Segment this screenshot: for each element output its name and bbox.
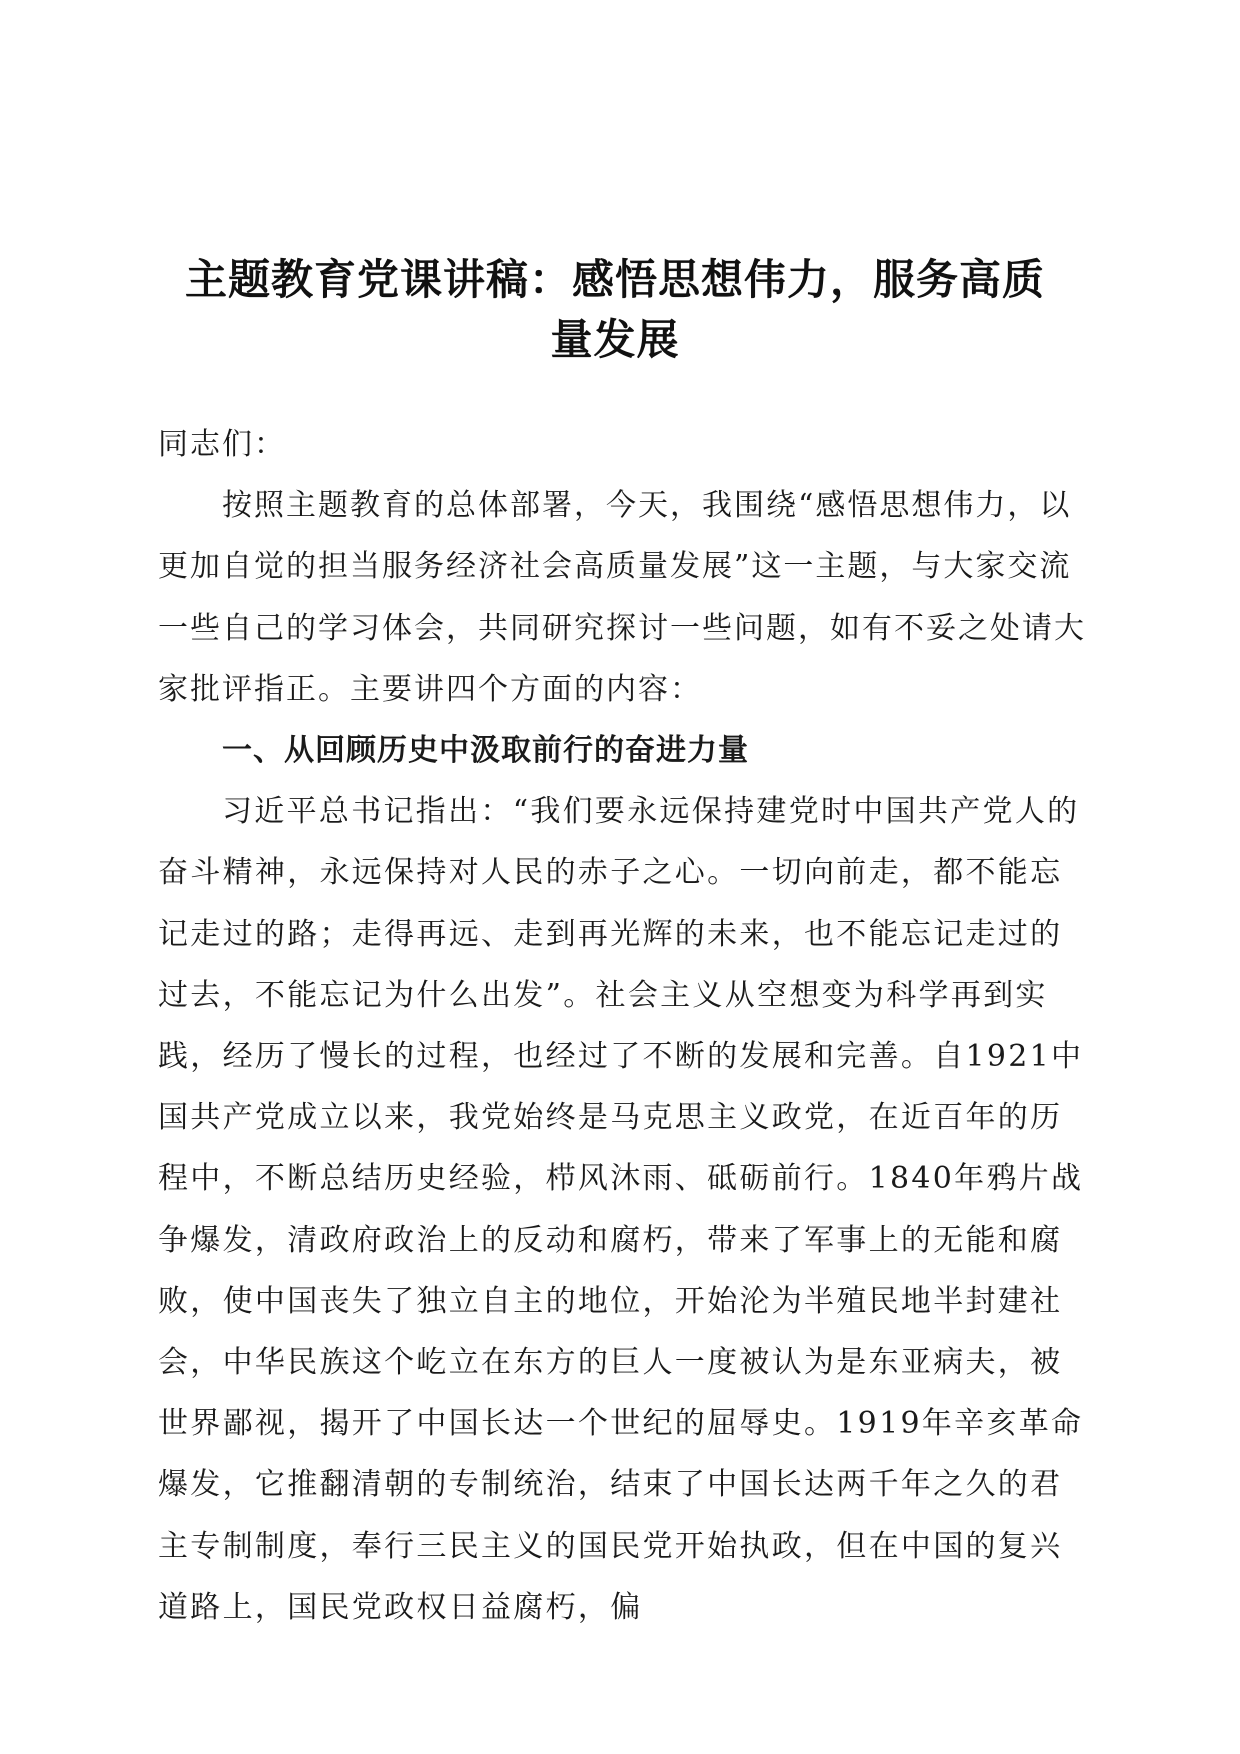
title-line-2: 量发展 bbox=[550, 315, 680, 364]
salutation: 同志们： bbox=[158, 427, 286, 462]
section-1-paragraph: 习近平总书记指出：“我们要永远保持建党时中国共产党人的奋斗精神，永远保持对人民的赤子之心。一切向前走，都不能忘记走过的路；走得再远、走到再光辉的未来，也不能忘记走过的过去，不能忘记为什么出发”。社会主义从空想变为科学再到实践，经历了慢长的过程，也经过了不断的发展和完善。自1921中国共产党成立以来，我党始终是马克思主义政党，在近百年的历程中，不断总结历史经验，栉风沐雨、砥砺前行。1840年鸦片战争爆发，清政府政治上的反动和腐朽，带来了军事上的无能和腐败，使中国丧失了独立自主的地位，开始沦为半殖民地半封建社会，中华民族这个屹立在东方的巨人一度被认为是东亚病夫，被世界鄙视，揭开了中国长达一个世纪的屈辱史。1919年辛亥革命爆发，它推翻清朝的专制统治，结束了中国长达两千年之久的君主专制制度，奉行三民主义的国民党开始执政，但在中国的复兴道路上，国民党政权日益腐朽，偏 bbox=[158, 794, 1084, 1625]
document-title bbox=[150, 250, 1080, 370]
section-heading-1: 一、从回顾历史中汲取前行的奋进力量 bbox=[222, 733, 749, 769]
title-line-1: 主题教育党课讲稿：感悟思想伟力，服务高质 bbox=[184, 255, 1045, 304]
document-body bbox=[158, 414, 1088, 1638]
intro-paragraph: 按照主题教育的总体部署，今天，我围绕“感悟思想伟力，以更加自觉的担当服务经济社会高质量发展”这一主题，与大家交流一些自己的学习体会，共同研究探讨一些问题，如有不妥之处请大家批评指正。主要讲四个方面的内容： bbox=[158, 488, 1086, 707]
